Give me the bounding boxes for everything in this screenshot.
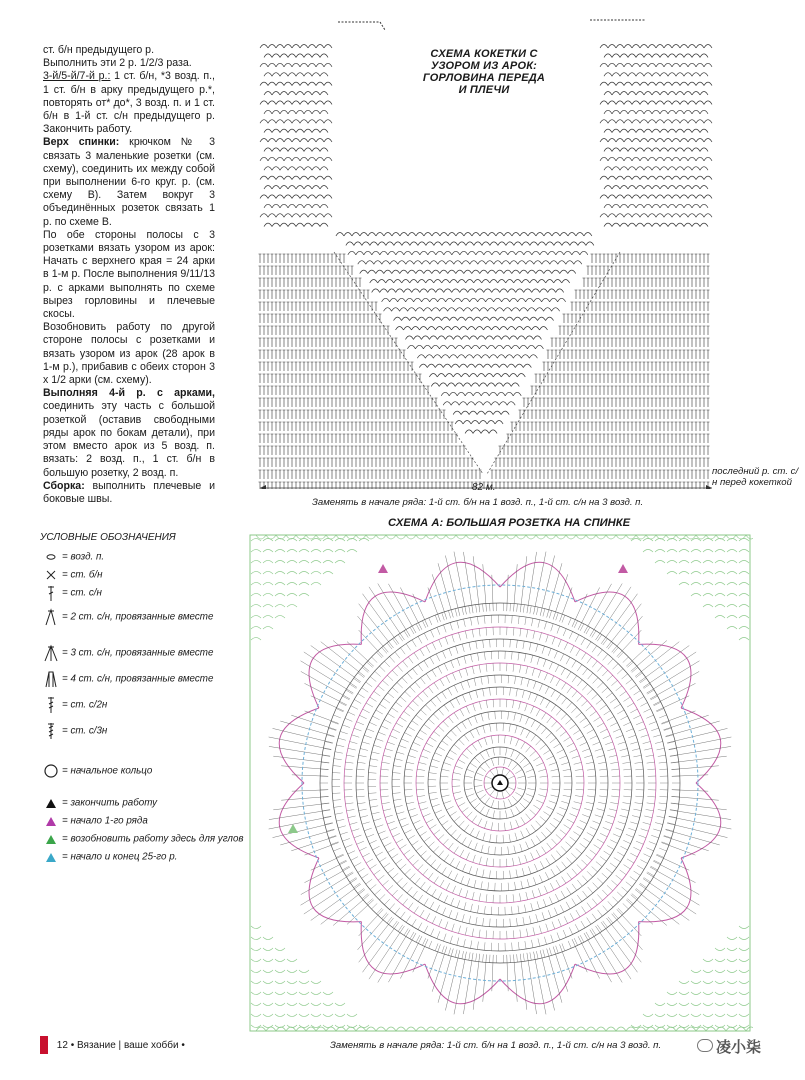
section-heading: Сборка: bbox=[43, 479, 85, 492]
watermark: 凌小柒 bbox=[716, 1039, 762, 1056]
legend-item bbox=[40, 548, 104, 566]
legend-label: = возобновить работу здесь для углов bbox=[62, 833, 244, 845]
yoke-caption: Заменять в начале ряда: 1-й ст. б/н на 1 возд. п., 1-й ст. с/н на 3 возд. п. bbox=[312, 497, 644, 508]
page-footer bbox=[40, 1036, 185, 1056]
dc2tog-icon bbox=[40, 608, 62, 626]
page-number: 12 bbox=[56, 1039, 68, 1051]
legend-label: = начальное кольцо bbox=[62, 765, 153, 777]
paragraph bbox=[43, 136, 215, 228]
double-crochet-icon bbox=[40, 584, 62, 602]
legend-label: = 3 ст. с/н, провязанные вместе bbox=[62, 647, 214, 659]
legend-item bbox=[40, 566, 102, 584]
finish-triangle-icon bbox=[40, 794, 62, 812]
resume-triangle-icon bbox=[40, 830, 62, 848]
wechat-icon bbox=[697, 1039, 713, 1052]
legend-label: = возд. п. bbox=[62, 551, 105, 563]
paragraph-body: крючком № 3 связать 3 маленькие розетки (см. схему), соединить их между собой при выполнении 6-го круг. р. (см. схему B). Затем вокруг 3 объединённых розеток связать 1 р. по схеме B. bbox=[43, 136, 215, 228]
double-treble-icon bbox=[40, 722, 62, 740]
rosette-chart-graphic bbox=[248, 533, 753, 1035]
legend-label: = 4 ст. с/н, провязанные вместе bbox=[62, 673, 214, 685]
paragraph-body: выполнить плечевые и боковые швы. bbox=[43, 479, 215, 505]
row25-triangle-icon bbox=[40, 848, 62, 866]
last-row-note: последний р. ст. с/н перед кокеткой bbox=[712, 466, 799, 488]
paragraph: По обе стороны полосы с 3 розетками вязать узором из арок: Начать с верхнего края = 24 арки в 1-м р. После выполнения 9/11/13 р. с арками выполнять по схеме вырез горловины и плечевые скосы. bbox=[43, 228, 215, 321]
footer-separator: | bbox=[118, 1039, 122, 1051]
treble-crochet-icon bbox=[40, 696, 62, 714]
legend-item bbox=[40, 812, 148, 830]
row-heading: 3-й/5-й/7-й р.: bbox=[43, 70, 111, 83]
width-measure: 82 м. bbox=[472, 482, 496, 493]
rosette-chart-title: СХЕМА А: БОЛЬШАЯ РОЗЕТКА НА СПИНКЕ bbox=[388, 517, 631, 529]
paragraph-body: соединить эту часть с большой розеткой (оставив свободными ряды арок по бокам детали), при этом вместо арок из 5 возд. п. вязать: 2 возд. п., 1 ст. б/н в большую розетку, 2 возд. п. bbox=[43, 400, 215, 479]
magazine-name: • Вязание bbox=[70, 1039, 116, 1051]
legend-item bbox=[40, 608, 213, 626]
legend-label: = 2 ст. с/н, провязанные вместе bbox=[62, 611, 214, 623]
paragraph-body: 1 ст. б/н, *3 возд. п., 1 ст. б/н в арку предыдущего р.*, повторять от* до*, 3 возд. п. и 1 ст. б/н в 1-й ст. с/н предыдущего р. Закончить работу. bbox=[43, 70, 215, 136]
paragraph bbox=[43, 480, 215, 506]
paragraph: ст. б/н предыдущего р. bbox=[43, 44, 155, 56]
magazine-slogan: ваше хобби • bbox=[123, 1039, 185, 1051]
dc3tog-icon bbox=[40, 644, 62, 662]
legend-item bbox=[40, 762, 152, 780]
start-row-triangle-icon bbox=[40, 812, 62, 830]
legend-item bbox=[40, 794, 157, 812]
footer-accent-bar bbox=[40, 1036, 48, 1054]
rosette-caption: Заменять в начале ряда: 1-й ст. б/н на 1 возд. п., 1-й ст. с/н на 3 возд. п. bbox=[330, 1040, 662, 1051]
legend-item bbox=[40, 644, 213, 662]
dc4tog-icon bbox=[40, 670, 62, 688]
rosette-chart bbox=[248, 533, 753, 1035]
paragraph bbox=[43, 70, 215, 136]
legend-label: = закончить работу bbox=[62, 797, 158, 809]
yoke-chart-title: СХЕМА КОКЕТКИ С УЗОРОМ ИЗ АРОК: ГОРЛОВИНА ПЕРЕДА И ПЛЕЧИ bbox=[422, 48, 546, 96]
legend-item bbox=[40, 696, 107, 714]
legend-item bbox=[40, 722, 107, 740]
legend-item bbox=[40, 848, 177, 866]
legend-label: = начало и конец 25-го р. bbox=[62, 851, 178, 863]
paragraph: Выполнить эти 2 р. 1/2/3 раза. bbox=[43, 57, 192, 70]
magic-ring-icon bbox=[40, 762, 62, 780]
legend-item bbox=[40, 584, 102, 602]
yoke-chart bbox=[250, 14, 720, 489]
symbol-legend bbox=[40, 532, 250, 863]
legend-label: = ст. с/2н bbox=[62, 699, 108, 711]
legend-label: = ст. б/н bbox=[62, 569, 103, 581]
legend-title: УСЛОВНЫЕ ОБОЗНАЧЕНИЯ bbox=[40, 532, 176, 543]
section-heading: Верх спинки: bbox=[43, 136, 120, 149]
section-heading: Выполняя 4-й р. с арками, bbox=[43, 387, 215, 400]
legend-item bbox=[40, 670, 213, 688]
single-crochet-icon bbox=[40, 566, 62, 584]
footer-text bbox=[57, 1040, 185, 1051]
paragraph bbox=[43, 387, 215, 479]
instructions-text bbox=[43, 44, 215, 506]
legend-label: = начало 1-го ряда bbox=[62, 815, 148, 827]
legend-label: = ст. с/3н bbox=[62, 725, 108, 737]
legend-label: = ст. с/н bbox=[62, 587, 102, 599]
paragraph: Возобновить работу по другой стороне полосы с розетками и вязать узором из арок (28 арок в 1-м р.), прибавив с обеих сторон 3 х 1/2 арки (см. схему). bbox=[43, 321, 215, 387]
chain-stitch-icon bbox=[40, 548, 62, 566]
legend-item bbox=[40, 830, 244, 848]
